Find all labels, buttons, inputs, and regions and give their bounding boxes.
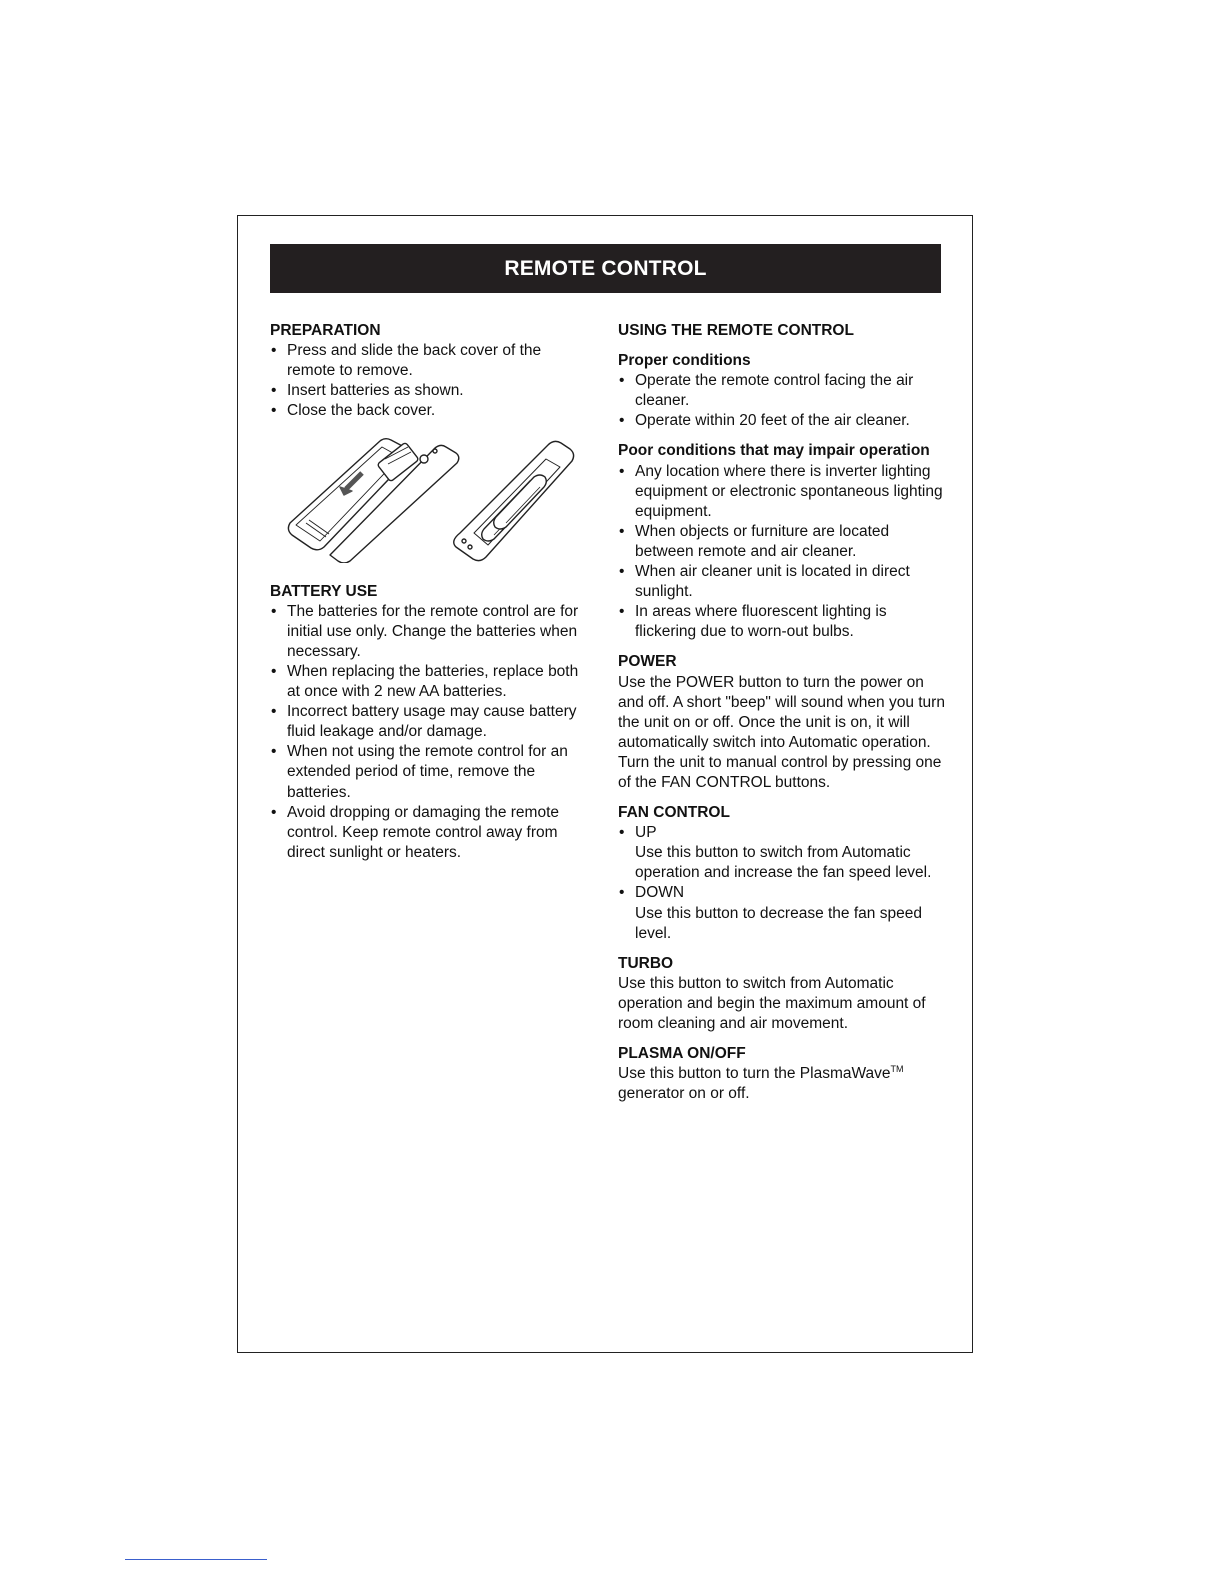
- fan-control-heading: FAN CONTROL: [618, 804, 730, 822]
- plasma-heading: PLASMA ON/OFF: [618, 1045, 746, 1063]
- list-item: • The batteries for the remote control are for initial use only. Change the batteries when necessary.: [270, 602, 588, 662]
- poor-conditions-list: [618, 462, 948, 643]
- fan-up-description: Use this button to switch from Automatic operation and increase the fan speed level.: [635, 844, 932, 882]
- battery-use-heading: BATTERY USE: [270, 582, 378, 600]
- battery-use-list: [270, 602, 588, 863]
- plasma-text-after: generator on or off.: [618, 1085, 750, 1103]
- list-item: • Avoid dropping or damaging the remote control. Keep remote control away from direct sunlight or heaters.: [270, 803, 588, 863]
- list-item: • Any location where there is inverter lighting equipment or electronic spontaneous lighting equipment.: [618, 462, 948, 522]
- battery-installation-illustration: [284, 437, 576, 563]
- plasma-text-before: Use this button to turn the PlasmaWave: [618, 1065, 891, 1083]
- list-item: • Insert batteries as shown.: [270, 381, 588, 401]
- list-item: • When air cleaner unit is located in direct sunlight.: [618, 562, 948, 602]
- list-item: • Press and slide the back cover of the remote to remove.: [270, 341, 588, 381]
- list-item: • Incorrect battery usage may cause battery fluid leakage and/or damage.: [270, 702, 588, 742]
- left-column: [270, 321, 588, 863]
- proper-conditions-list: [618, 371, 948, 431]
- list-item: • When not using the remote control for an extended period of time, remove the batteries.: [270, 742, 588, 802]
- trademark-mark: TM: [890, 1064, 904, 1075]
- power-heading: POWER: [618, 653, 677, 671]
- turbo-heading: TURBO: [618, 954, 674, 972]
- plasma-description: [618, 1064, 948, 1104]
- list-item: • In areas where fluorescent lighting is flickering due to worn-out bulbs.: [618, 602, 948, 642]
- list-item: • When replacing the batteries, replace both at once with 2 new AA batteries.: [270, 662, 588, 702]
- remote-batteries-icon: [454, 442, 574, 561]
- list-item: • Operate within 20 feet of the air cleaner.: [618, 411, 948, 431]
- list-item: • Operate the remote control facing the air cleaner.: [618, 371, 948, 411]
- list-item: • When objects or furniture are located between remote and air cleaner.: [618, 522, 948, 562]
- remote-back-cover-icon: [288, 439, 458, 563]
- poor-conditions-heading: Poor conditions that may impair operation: [618, 442, 930, 460]
- proper-conditions-heading: Proper conditions: [618, 352, 751, 370]
- list-item: • Close the back cover.: [270, 401, 588, 421]
- page-title: REMOTE CONTROL: [270, 244, 941, 293]
- fan-down-description: Use this button to decrease the fan speed level.: [635, 904, 922, 942]
- turbo-description: Use this button to switch from Automatic operation and begin the maximum amount of room cleaning and air movement.: [618, 974, 926, 1032]
- fan-up-label: • UP: [635, 824, 657, 842]
- power-description: Use the POWER button to turn the power on and off. A short "beep" will sound when you turn the unit on or off. Once the unit is on, it will automatically switch into Automatic operation. Turn the unit to manual control by pressing one of the FAN CONTROL buttons.: [618, 673, 945, 791]
- fan-control-list: [618, 823, 948, 944]
- preparation-heading: PREPARATION: [270, 322, 381, 339]
- right-column: [618, 321, 948, 1104]
- footer-rule: [125, 1559, 267, 1560]
- list-item: [618, 883, 948, 943]
- fan-down-label: • DOWN: [635, 884, 685, 902]
- list-item: [618, 823, 948, 883]
- using-remote-heading: USING THE REMOTE CONTROL: [618, 322, 854, 339]
- preparation-list: [270, 341, 588, 421]
